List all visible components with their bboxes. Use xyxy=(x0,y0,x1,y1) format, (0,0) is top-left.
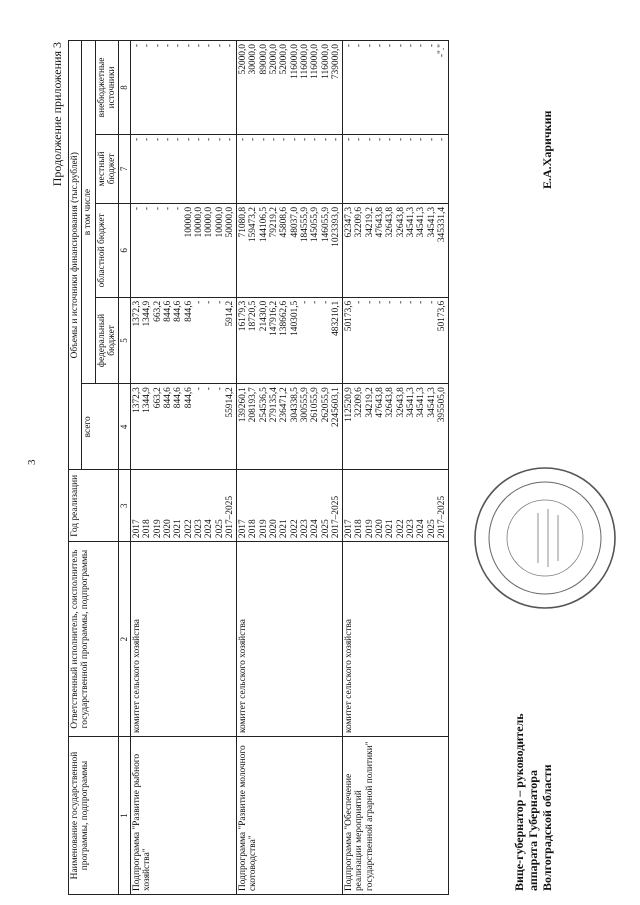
signature-name: Е.А.Харичкин xyxy=(540,110,554,189)
col-index: 3 xyxy=(119,470,131,542)
stamp-center-ring xyxy=(507,500,583,576)
column-index-row xyxy=(119,41,131,895)
stamp-outer-ring xyxy=(475,468,615,608)
header-year: Год реализации xyxy=(69,470,119,542)
total-cell: 112520,9 32209,6 34219,2 47643,8 32643,8 32643,8 34541,3 34541,3 34541,3 395505,0 xyxy=(343,384,449,470)
federal-cell: 50173,6 - - - - - - - - 50173,6 xyxy=(343,297,449,383)
header-total: всего xyxy=(82,384,119,470)
col-index: 6 xyxy=(119,203,131,297)
stamp-inner-ring xyxy=(489,482,601,594)
header-including: в том числе xyxy=(82,41,95,384)
col-index: 4 xyxy=(119,384,131,470)
signature-block xyxy=(512,713,554,891)
years-cell: 2017 2018 2019 2020 2021 2022 2023 2024 2025 2017–2025 xyxy=(343,470,449,542)
header-local: местный бюджет xyxy=(95,134,119,203)
header-name: Наименование государственной программы, подпрограммы xyxy=(69,737,119,895)
local-cell: - - - - - - - - - - xyxy=(131,134,237,203)
regional-cell: - - - - - 10000,0 10000,0 10000,0 10000,0 50000,0 xyxy=(131,203,237,297)
federal-cell: 1372,3 1344,9 663,2 844,6 844,6 844,6 - - - 5914,2 xyxy=(131,297,237,383)
header-extra: внебюджетные источники xyxy=(95,41,119,135)
header-executor: Ответственный исполнитель, соисполнитель государственной программы, подпрограммы xyxy=(69,542,119,737)
header-volumes: Объемы и источники финансирования (тыс.рублей) xyxy=(69,41,82,471)
financing-table xyxy=(68,40,449,895)
regional-cell: 71080,8 159473,2 144106,5 79219,2 45808,6 48037,0 184555,9 145055,9 146055,9 1023393,0 xyxy=(237,203,343,297)
signature-title-line2: аппарата Губернатора xyxy=(526,770,540,891)
table-row xyxy=(131,41,237,895)
regional-cell: 62347,3 32209,6 34219,2 47643,8 32643,8 32643,8 34541,3 34541,3 34541,3 345331,4 xyxy=(343,203,449,297)
table-header-row xyxy=(69,41,82,895)
years-cell: 2017 2018 2019 2020 2021 2022 2023 2024 2025 2017–2025 xyxy=(237,470,343,542)
extra-cell: - - - - - - - - - -"." xyxy=(343,41,449,135)
total-cell: 1372,3 1344,9 663,2 844,6 844,6 844,6 - - - 55914,2 xyxy=(131,384,237,470)
local-cell: - - - - - - - - - - xyxy=(237,134,343,203)
col-index: 8 xyxy=(119,41,131,135)
table-row xyxy=(237,41,343,895)
subprogram-name: Подпрограмма "Развитие рыбного хозяйства" xyxy=(131,737,237,895)
years-cell: 2017 2018 2019 2020 2021 2022 2023 2024 2025 2017–2025 xyxy=(131,470,237,542)
extra-cell: 52000,0 30000,0 89000,0 52000,0 52000,0 116000,0 116000,0 116000,0 116000,0 739000,0 xyxy=(237,41,343,135)
col-index: 7 xyxy=(119,134,131,203)
header-regional: областной бюджет xyxy=(95,203,119,297)
extra-cell: - - - - - - - - - - xyxy=(131,41,237,135)
page-number: 3 xyxy=(26,459,38,465)
header-federal: федеральный бюджет xyxy=(95,297,119,383)
continuation-label: Продолжение приложения 3 xyxy=(50,42,64,187)
executor-cell: комитет сельского хозяйства xyxy=(343,542,449,737)
signature-title-line1: Вице-губернатор – руководитель xyxy=(512,713,526,891)
col-index: 1 xyxy=(119,737,131,895)
federal-cell: 16179,3 18720,5 21430,0 147916,2 138662,6 140301,5 - - - 483210,1 xyxy=(237,297,343,383)
col-index: 5 xyxy=(119,297,131,383)
official-stamp xyxy=(470,463,620,613)
executor-cell: комитет сельского хозяйства xyxy=(131,542,237,737)
col-index: 2 xyxy=(119,542,131,737)
executor-cell: комитет сельского хозяйства xyxy=(237,542,343,737)
signature-title-line3: Волгоградской области xyxy=(540,764,554,891)
subprogram-name: Подпрограмма "Развитие молочного скотоводства" xyxy=(237,737,343,895)
subprogram-name: Подпрограмма "Обеспечение реализации мероприятий государственной аграрной политики" xyxy=(343,737,449,895)
stamp-text-lines xyxy=(538,509,558,567)
local-cell: - - - - - - - - - - xyxy=(343,134,449,203)
table-row xyxy=(343,41,449,895)
total-cell: 139260,1 208193,7 254536,5 279135,4 236471,2 304338,5 300555,9 261055,9 262055,9 2245603,1 xyxy=(237,384,343,470)
